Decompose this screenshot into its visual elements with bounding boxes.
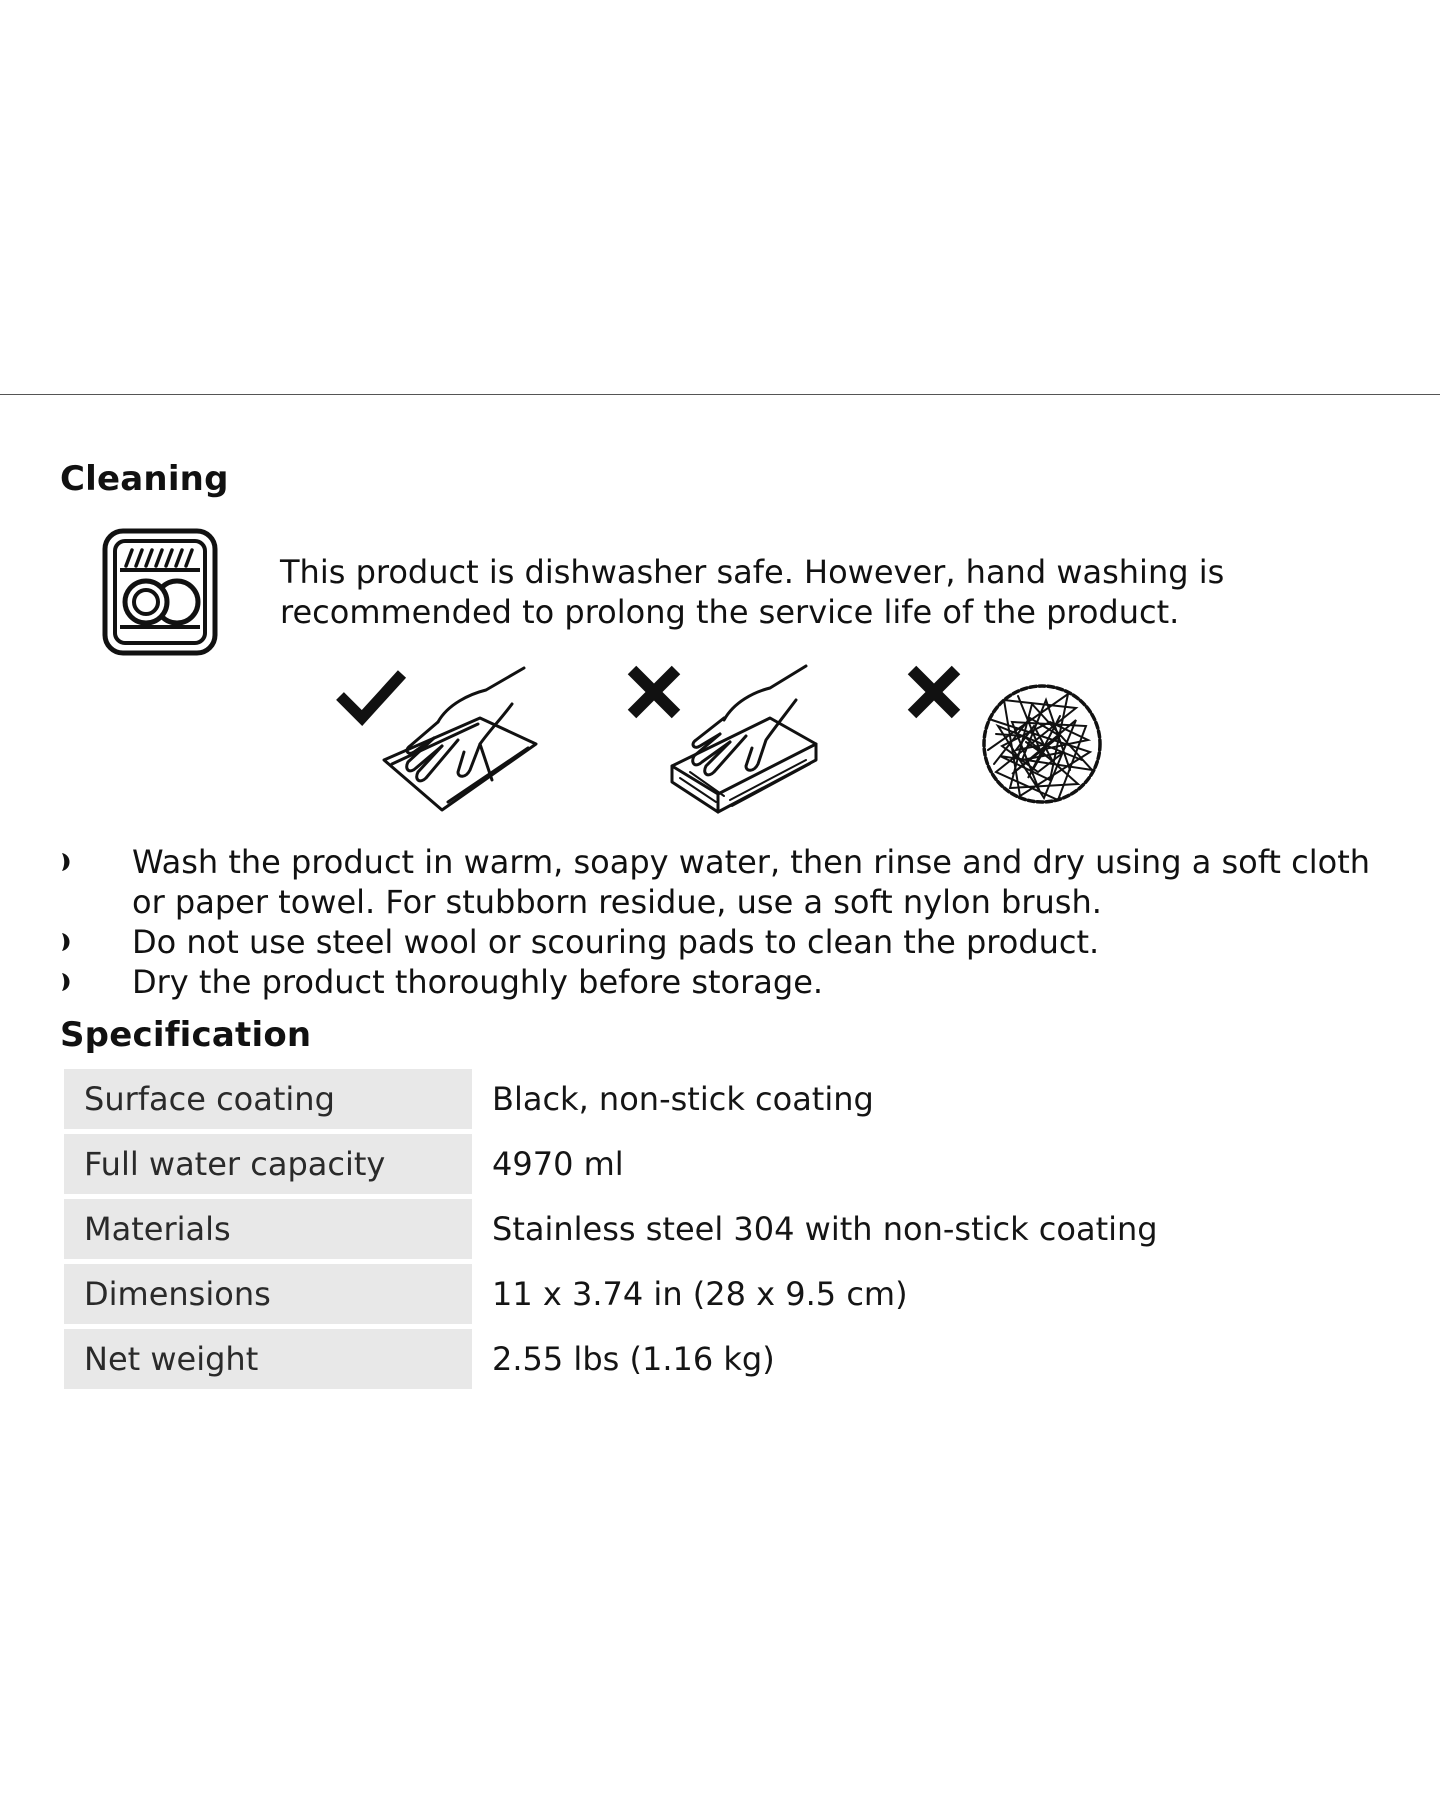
spec-value: 4970 ml (492, 1145, 624, 1183)
table-row (64, 1264, 1158, 1324)
instruction-text: Wash the product in warm, soapy water, then rinse and dry using a soft cloth or paper towel. For stubborn residue, use a soft nylon brush. (132, 843, 1371, 921)
spec-label: Net weight (64, 1329, 472, 1389)
table-row (64, 1134, 1158, 1194)
spec-value: 2.55 lbs (1.16 kg) (492, 1340, 775, 1378)
bullet-icon (60, 852, 74, 872)
cleaning-heading: Cleaning (60, 459, 229, 499)
table-row (64, 1199, 1158, 1259)
cleaning-method-steel-wool (900, 660, 1110, 810)
check-icon (340, 674, 402, 718)
spec-label: Materials (64, 1199, 472, 1259)
table-row (64, 1329, 1158, 1389)
bullet-icon (60, 972, 74, 992)
spec-label: Full water capacity (64, 1134, 472, 1194)
specification-heading: Specification (60, 1015, 312, 1055)
bullet-icon (60, 932, 74, 952)
cross-icon (912, 670, 956, 714)
cleaning-instructions (60, 842, 1400, 1002)
soft-cloth-icon (384, 668, 536, 810)
sponge-pad-icon (672, 666, 816, 812)
spec-label: Dimensions (64, 1264, 472, 1324)
instruction-text: Dry the product thoroughly before storage. (132, 963, 824, 1001)
spec-value: Stainless steel 304 with non-stick coating (492, 1210, 1158, 1248)
list-item (60, 842, 1400, 922)
spec-value: 11 x 3.74 in (28 x 9.5 cm) (492, 1275, 908, 1313)
instruction-text: Do not use steel wool or scouring pads to clean the product. (132, 923, 1100, 961)
spec-value: Black, non-stick coating (492, 1080, 874, 1118)
section-divider (0, 394, 1440, 395)
steel-wool-icon (984, 686, 1100, 802)
spec-label: Surface coating (64, 1069, 472, 1129)
table-row (64, 1069, 1158, 1129)
cleaning-method-sponge (620, 660, 830, 825)
cross-icon (632, 670, 676, 714)
list-item (60, 922, 1400, 962)
specification-table (64, 1064, 1158, 1394)
dishwasher-safe-icon (100, 526, 220, 658)
cleaning-method-soft-cloth (330, 660, 550, 820)
dishwasher-note: This product is dishwasher safe. However, hand washing is recommended to prolong the service life of the product. (280, 553, 1225, 631)
list-item (60, 962, 1400, 1002)
